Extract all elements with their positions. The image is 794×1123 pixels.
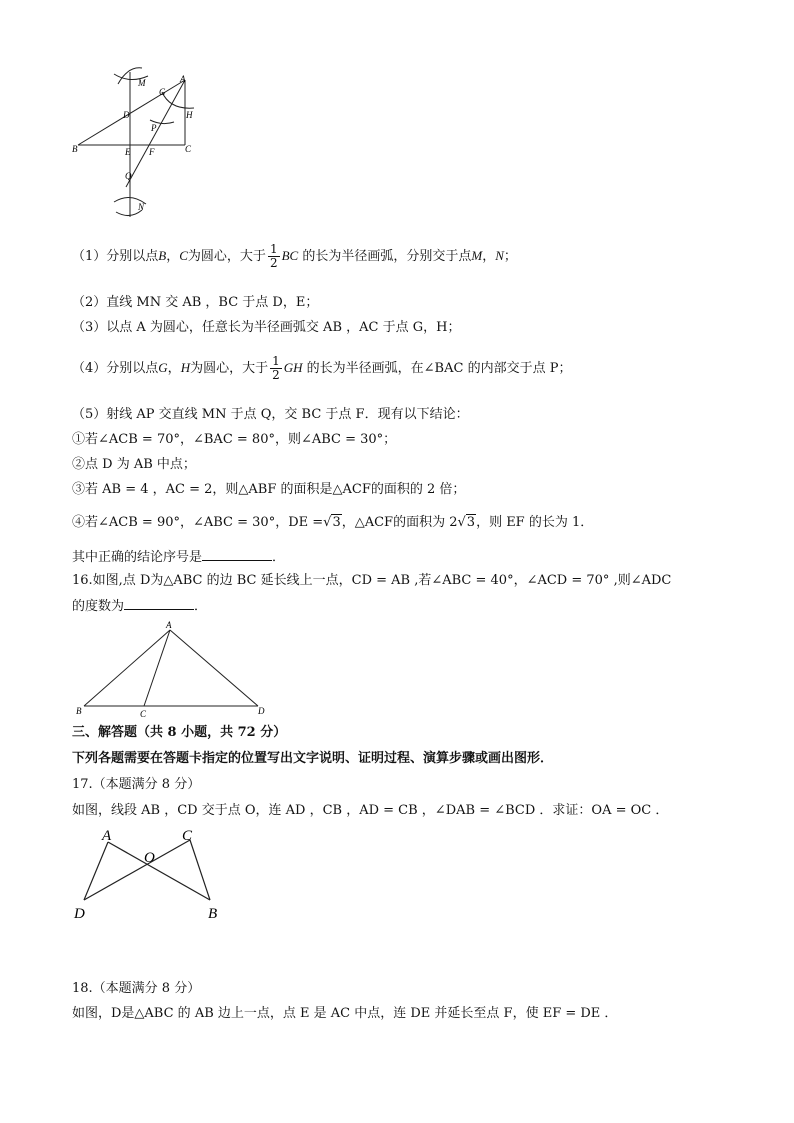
label-D: D [74, 906, 85, 922]
figure-triangle-abd [72, 620, 272, 720]
conclusion-4: ④若∠ACB = 90°，∠ABC = 30°，DE =√3，△ACF的面积为 2√3，则 EF 的长为 1． [72, 515, 594, 530]
segment-AD [84, 842, 108, 900]
label-G: G [159, 87, 166, 97]
label-F: F [149, 147, 155, 157]
step-3: （3）以点 A 为圆心，任意长为半径画弧交 AB ，AC 于点 G，H； [72, 320, 461, 335]
label-A: A [102, 828, 112, 844]
label-E: E [125, 147, 131, 157]
label-D: D [258, 706, 265, 716]
segment-AD [170, 630, 258, 706]
figure-bowtie [72, 826, 232, 922]
label-Q: Q [125, 171, 132, 181]
sqrt-3-b: √3 [457, 515, 476, 530]
label-C: C [182, 828, 193, 844]
step-2: （2）直线 MN 交 AB ，BC 于点 D，E； [72, 295, 319, 310]
label-B: B [76, 706, 82, 716]
q18-header: 18.（本题满分 8 分） [72, 981, 201, 996]
step-5: （5）射线 AP 交直线 MN 于点 Q，交 BC 于点 F．现有以下结论： [72, 407, 469, 422]
label-C: C [140, 709, 147, 719]
figure-construction [70, 62, 205, 222]
segment-CD [84, 840, 190, 900]
answer-blank-15[interactable] [202, 548, 272, 561]
q17-text: 如图，线段 AB ，CD 交于点 O，连 AD ，CB ，AD = CB ，∠DAB = ∠BCD ．求证：OA = OC ． [72, 803, 669, 818]
sqrt-3-a: √3 [323, 515, 341, 530]
label-B: B [72, 144, 78, 154]
section3-title: 三、解答题（共 8 小题，共 72 分） [72, 725, 287, 740]
answer-blank-16[interactable] [124, 597, 194, 610]
conclusion-1: ①若∠ACB = 70°，∠BAC = 80°，则∠ABC = 30°； [72, 432, 397, 447]
q16-line2: 的度数为 ． [72, 599, 208, 614]
fraction-half: $\frac{1}{2}$ [269, 242, 278, 270]
label-D: D [123, 110, 130, 120]
label-N: N [138, 202, 145, 212]
label-C: C [185, 144, 192, 154]
section3-instruction: 下列各题需要在答题卡指定的位置写出文字说明、证明过程、演算步骤或画出图形． [72, 751, 554, 766]
label-H: H [186, 110, 193, 120]
step-4: （4）分别以点G，H为圆心，大于 $\frac{1}{2}$ GH 的长为半径画弧，在∠BAC 的内部交于点 P； [72, 354, 572, 382]
conclusion-2: ②点 D 为 AB 中点； [72, 457, 196, 472]
q16-line1: 16.如图,点 D为△ABC 的边 BC 延长线上一点，CD = AB ,若∠ABC = 40°，∠ACD = 70° ,则∠ADC [72, 573, 672, 588]
label-B: B [208, 906, 218, 922]
label-M: M [138, 78, 146, 88]
q15-question: 其中正确的结论序号是 ． [72, 550, 286, 565]
label-A: A [166, 620, 172, 630]
step-1: （1）分别以点B，C为圆心，大于 $\frac{1}{2}$ BC 的长为半径画弧，分别交于点M，N； [72, 242, 517, 270]
arc-GH [162, 92, 194, 108]
ray-AQ [126, 80, 185, 187]
segment-BA [78, 80, 185, 145]
conclusion-3: ③若 AB = 4 ，AC = 2，则△ABF 的面积是△ACF的面积的 2 倍； [72, 482, 466, 497]
label-P: P [151, 123, 157, 133]
segment-AB [108, 842, 210, 900]
q18-text: 如图，D是△ABC 的 AB 边上一点，点 E 是 AC 中点，连 DE 并延长至点 F，使 EF = DE ． [72, 1006, 618, 1021]
q17-header: 17.（本题满分 8 分） [72, 777, 201, 792]
fraction-half-2: $\frac{1}{2}$ [272, 354, 280, 382]
label-O: O [144, 850, 155, 866]
label-A: A [180, 74, 186, 84]
